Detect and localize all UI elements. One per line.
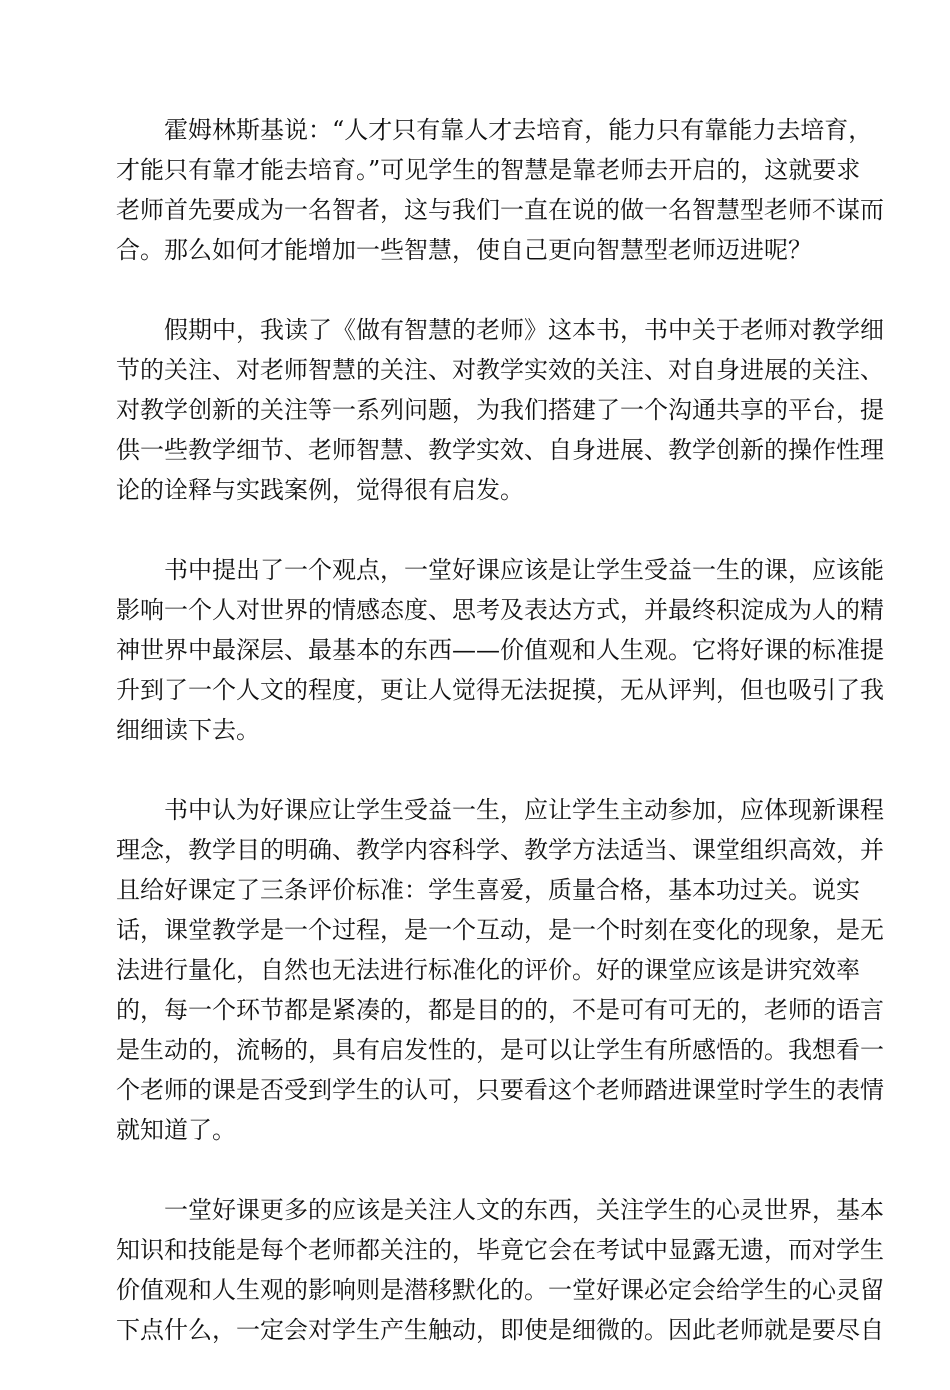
- text-line: 书中认为好课应让学生受益一生，应让学生主动参加，应体现新课程: [164, 796, 884, 824]
- text-line: 理念，教学目的明确、教学内容科学、教学方法适当、课堂组织高效，并: [116, 836, 884, 864]
- text-line: 细细读下去。: [116, 716, 260, 744]
- text-line: 供一些教学细节、老师智慧、教学实效、自身进展、教学创新的操作性理: [116, 436, 884, 464]
- text-line: 对教学创新的关注等一系列问题，为我们搭建了一个沟通共享的平台，提: [116, 396, 884, 424]
- document-page: [116, 110, 884, 1390]
- paragraph: [116, 790, 884, 1150]
- text-line: 个老师的课是否受到学生的认可，只要看这个老师踏进课堂时学生的表情: [116, 1076, 884, 1104]
- text-line: 且给好课定了三条评价标准：学生喜爱，质量合格，基本功过关。说实: [116, 876, 860, 904]
- text-line: 节的关注、对老师智慧的关注、对教学实效的关注、对自身进展的关注、: [116, 356, 884, 384]
- text-line: 影响一个人对世界的情感态度、思考及表达方式，并最终积淀成为人的精: [116, 596, 884, 624]
- text-line: 升到了一个人文的程度，更让人觉得无法捉摸，无从评判，但也吸引了我: [116, 676, 884, 704]
- text-line: 一堂好课更多的应该是关注人文的东西，关注学生的心灵世界，基本: [164, 1196, 884, 1224]
- text-line: 假期中，我读了《做有智慧的老师》这本书，书中关于老师对教学细: [164, 316, 884, 344]
- text-line: 下点什么，一定会对学生产生触动，即使是细微的。因此老师就是要尽自: [116, 1316, 884, 1344]
- text-line: 才能只有靠才能去培育。”可见学生的智慧是靠老师去开启的，这就要求: [116, 156, 861, 184]
- text-line: 书中提出了一个观点，一堂好课应该是让学生受益一生的课，应该能: [164, 556, 884, 584]
- text-line: 论的诠释与实践案例，觉得很有启发。: [116, 476, 524, 504]
- text-line: 的，每一个环节都是紧凑的，都是目的的，不是可有可无的，老师的语言: [116, 996, 884, 1024]
- text-line: 知识和技能是每个老师都关注的，毕竟它会在考试中显露无遗，而对学生: [116, 1236, 884, 1264]
- text-line: 价值观和人生观的影响则是潜移默化的。一堂好课必定会给学生的心灵留: [116, 1276, 884, 1304]
- paragraph: [116, 310, 884, 510]
- text-line: 合。那么如何才能增加一些智慧，使自己更向智慧型老师迈进呢？: [116, 236, 812, 264]
- text-line: 法进行量化，自然也无法进行标准化的评价。好的课堂应该是讲究效率: [116, 956, 860, 984]
- text-line: 神世界中最深层、最基本的东西——价值观和人生观。它将好课的标准提: [116, 636, 884, 664]
- paragraph: [116, 110, 884, 270]
- text-line: 老师首先要成为一名智者，这与我们一直在说的做一名智慧型老师不谋而: [116, 196, 884, 224]
- text-line: 是生动的，流畅的，具有启发性的，是可以让学生有所感悟的。我想看一: [116, 1036, 884, 1064]
- text-line: 霍姆林斯基说：“人才只有靠人才去培育，能力只有靠能力去培育，: [164, 116, 873, 144]
- text-line: 就知道了。: [116, 1116, 236, 1144]
- paragraph: [116, 550, 884, 750]
- text-line: 话，课堂教学是一个过程，是一个互动，是一个时刻在变化的现象，是无: [116, 916, 884, 944]
- paragraph: [116, 1190, 884, 1350]
